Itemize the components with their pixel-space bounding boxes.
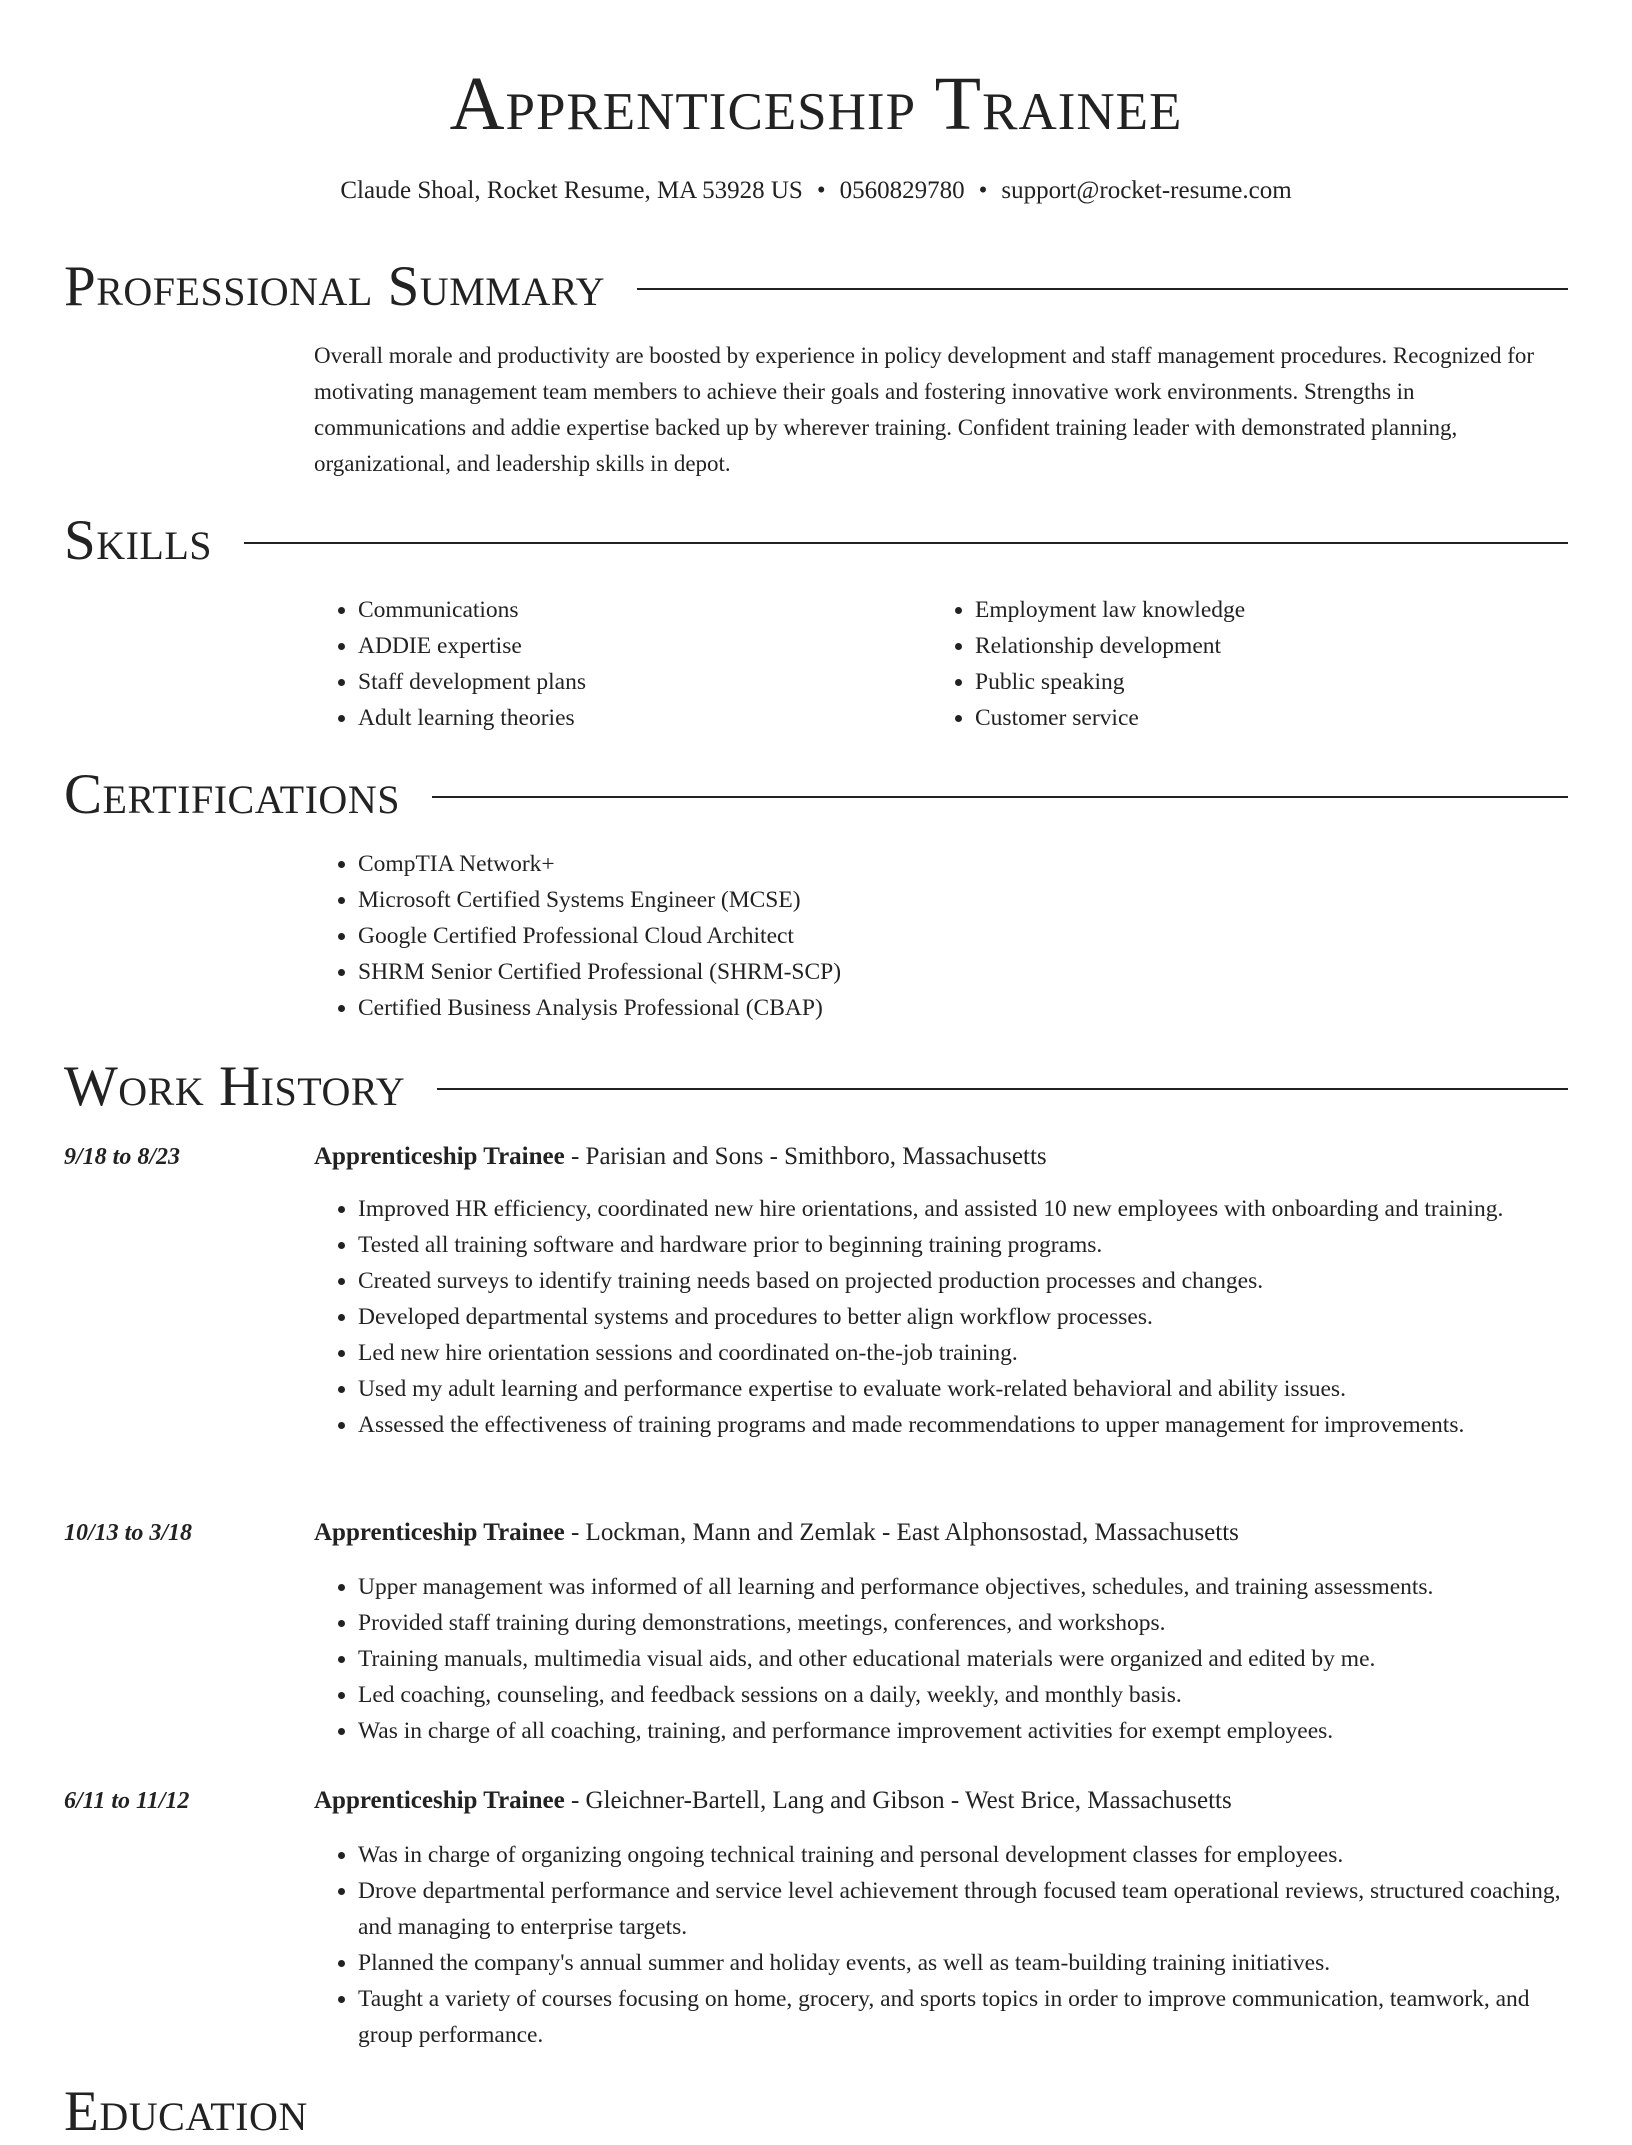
section-divider bbox=[437, 1088, 1568, 1090]
contact-separator: • bbox=[978, 177, 988, 204]
job-bullets bbox=[314, 1837, 1568, 2053]
skill-item: • Public speaking bbox=[975, 664, 1531, 700]
skill-item: • Customer service bbox=[975, 700, 1531, 736]
job-bullet-item: • Taught a variety of courses focusing on home, grocery, and sports topics in order to improve communication, teamwork, and group performance. bbox=[358, 1981, 1568, 2053]
job-dates: 6/11 to 11/12 bbox=[64, 1788, 190, 1814]
certifications-block bbox=[314, 846, 1568, 1026]
job-heading bbox=[314, 1139, 1568, 1175]
certifications-list bbox=[314, 846, 1568, 1026]
work-heading: Work History bbox=[64, 1055, 406, 1118]
contact-line bbox=[0, 174, 1632, 208]
job-bullet-item: • Assessed the effectiveness of training programs and made recommendations to upper management for improvements. bbox=[358, 1407, 1568, 1443]
job-details: - Gleichner-Bartell, Lang and Gibson - West Brice, Massachusetts bbox=[564, 1787, 1232, 1814]
job-bullet-list bbox=[314, 1837, 1568, 2053]
summary-heading: Professional Summary bbox=[64, 255, 606, 318]
contact-phone[interactable]: 0560829780 bbox=[839, 177, 965, 204]
contact-separator: • bbox=[816, 177, 826, 204]
education-heading: Education bbox=[64, 2080, 308, 2143]
job-title: Apprenticeship Trainee bbox=[314, 1787, 565, 1814]
job-title: Apprenticeship Trainee bbox=[314, 1143, 565, 1170]
certifications-section-header bbox=[64, 762, 1568, 828]
job-title: Apprenticeship Trainee bbox=[314, 1519, 565, 1546]
job-heading bbox=[314, 1515, 1568, 1551]
job-bullet-list bbox=[314, 1569, 1568, 1749]
job-bullet-item: • Developed departmental systems and procedures to better align workflow processes. bbox=[358, 1299, 1568, 1335]
skills-list-left bbox=[314, 592, 914, 736]
job-dates: 9/18 to 8/23 bbox=[64, 1144, 181, 1170]
skill-item: • Adult learning theories bbox=[358, 700, 914, 736]
job-dates: 10/13 to 3/18 bbox=[64, 1520, 193, 1546]
certification-item: • Microsoft Certified Systems Engineer (MCSE) bbox=[358, 882, 1568, 918]
contact-address: Claude Shoal, Rocket Resume, MA 53928 US bbox=[340, 177, 803, 204]
skill-item: • Communications bbox=[358, 592, 914, 628]
job-bullet-list bbox=[314, 1191, 1568, 1443]
section-divider bbox=[432, 796, 1568, 798]
certification-item: • SHRM Senior Certified Professional (SHRM-SCP) bbox=[358, 954, 1568, 990]
job-bullet-item: • Upper management was informed of all learning and performance objectives, schedules, and training assessments. bbox=[358, 1569, 1568, 1605]
job-bullets bbox=[314, 1569, 1568, 1749]
job-details: - Lockman, Mann and Zemlak - East Alphonsostad, Massachusetts bbox=[564, 1519, 1239, 1546]
job-bullet-item: • Was in charge of organizing ongoing technical training and personal development classes for employees. bbox=[358, 1837, 1568, 1873]
job-bullet-item: • Led new hire orientation sessions and coordinated on-the-job training. bbox=[358, 1335, 1568, 1371]
certifications-heading: Certifications bbox=[64, 763, 400, 826]
job-bullets bbox=[314, 1191, 1568, 1443]
skills-left-column bbox=[314, 592, 914, 736]
certification-item: • CompTIA Network+ bbox=[358, 846, 1568, 882]
skills-list-right bbox=[931, 592, 1531, 736]
summary-section-header bbox=[64, 254, 1568, 320]
job-bullet-item: • Was in charge of all coaching, training, and performance improvement activities for exempt employees. bbox=[358, 1713, 1568, 1749]
skill-item: • ADDIE expertise bbox=[358, 628, 914, 664]
certification-item: • Certified Business Analysis Professional (CBAP) bbox=[358, 990, 1568, 1026]
work-section-header bbox=[64, 1054, 1568, 1120]
education-section-header bbox=[64, 2079, 1568, 2145]
skills-heading: Skills bbox=[64, 509, 213, 572]
skill-item: • Employment law knowledge bbox=[975, 592, 1531, 628]
skills-right-column bbox=[931, 592, 1531, 736]
job-bullet-item: • Used my adult learning and performance expertise to evaluate work-related behavioral and ability issues. bbox=[358, 1371, 1568, 1407]
job-heading bbox=[314, 1783, 1568, 1819]
skill-item: • Staff development plans bbox=[358, 664, 914, 700]
contact-email[interactable]: support@rocket-resume.com bbox=[1001, 177, 1292, 204]
skill-item: • Relationship development bbox=[975, 628, 1531, 664]
summary-text: Overall morale and productivity are boosted by experience in policy development and staff management procedures. Recognized for motivating management team members to achieve their goals and fostering innovative work environments. Strengths in communications and addie expertise backed up by wherever training. Confident training leader with demonstrated planning, organizational, and leadership skills in depot. bbox=[314, 343, 1535, 476]
section-divider bbox=[637, 288, 1568, 290]
job-details: - Parisian and Sons - Smithboro, Massachusetts bbox=[564, 1143, 1047, 1170]
job-bullet-item: • Provided staff training during demonstrations, meetings, conferences, and workshops. bbox=[358, 1605, 1568, 1641]
job-bullet-item: • Tested all training software and hardware prior to beginning training programs. bbox=[358, 1227, 1568, 1263]
job-bullet-item: • Improved HR efficiency, coordinated new hire orientations, and assisted 10 new employees with onboarding and training. bbox=[358, 1191, 1568, 1227]
page-title: Apprenticeship Trainee bbox=[449, 62, 1183, 146]
job-bullet-item: • Created surveys to identify training needs based on projected production processes and changes. bbox=[358, 1263, 1568, 1299]
job-bullet-item: • Planned the company's annual summer and holiday events, as well as team-building training initiatives. bbox=[358, 1945, 1568, 1981]
section-divider bbox=[244, 542, 1568, 544]
skills-section-header bbox=[64, 508, 1568, 574]
job-bullet-item: • Drove departmental performance and service level achievement through focused team operational reviews, structured coaching, and managing to enterprise targets. bbox=[358, 1873, 1568, 1945]
job-bullet-item: • Training manuals, multimedia visual aids, and other educational materials were organized and edited by me. bbox=[358, 1641, 1568, 1677]
job-bullet-item: • Led coaching, counseling, and feedback sessions on a daily, weekly, and monthly basis. bbox=[358, 1677, 1568, 1713]
certification-item: • Google Certified Professional Cloud Architect bbox=[358, 918, 1568, 954]
